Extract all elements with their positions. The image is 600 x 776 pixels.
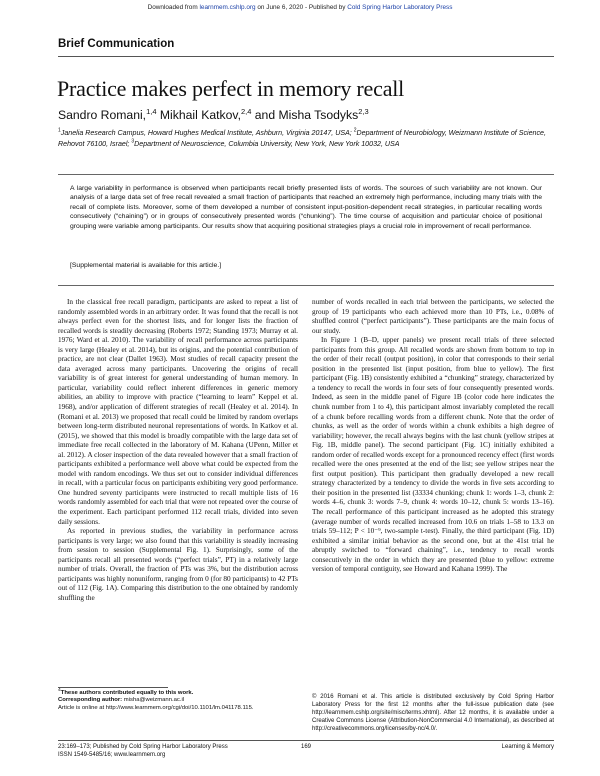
banner-publisher-link[interactable]: Cold Spring Harbor Laboratory Press	[347, 4, 453, 11]
author-affiliation-mark: 1,4	[146, 106, 157, 116]
corresponding-label: Corresponding author:	[58, 697, 123, 704]
author-name: and Misha Tsodyks	[251, 108, 359, 122]
article-title: Practice makes perfect in memory recall	[57, 76, 405, 101]
license-note: © 2016 Romani et al. This article is distributed exclusively by Cold Spring Harbor Laboratory Press for the first 12 months after the full-issue publication date (see http://learnmem.cshlp.org/site/misc/terms.xhtml). After 12 months, it is available under a Creative Commons License (Attribution-NonCommercial 4.0 International), as described at http://creativecommons.org/licenses/by-nc/4.0/.	[312, 694, 554, 732]
equal-contribution-text: These authors contributed equally to this work.	[60, 690, 194, 696]
footnotes	[58, 690, 308, 712]
footer-citation: 23:169–173; Published by Cold Spring Harbor Laboratory Press	[58, 744, 228, 750]
equal-contribution-note	[58, 690, 308, 697]
banner-middle: on June 6, 2020 - Published by	[255, 4, 348, 11]
page-number: 169	[300, 744, 311, 750]
body-paragraph: In Figure 1 (B–D, upper panels) we present recall trials of three selected participants from this group. All recalled words are shown from bottom to top in the order of their recall (output position), in color that corresponds to their serial position in the presented list (input position, from blue to yellow). The first participant (Fig. 1B) consistently exhibited a “chunking” strategy, characterized by a tendency to recall the words in four sets of four consequently presented words. Indeed, as seen in the middle panel of Figure 1B (color code here indicates the chunk number from 1 to 4), this participant almost invariably completed the recall of a chunk before recalling words from a different chunk. Note that the order of chunks, as well as the order of words within a chunk exhibits a high degree of variability; however, the recall always begins with the last chunk (yellow stripes at Fig. 1B, middle panel). The second participant (Fig. 1C) initially exhibited a random order of recalled words except for a pronounced recency effect (first words recalled were the ones presented at the end of the list; see yellow stripes near the first output position). This participant then gradually developed a new recall strategy characterized by a tendency to divide the words in five sets according to their position in the presented list (33334 chunking; chunk 1: words 1–3, chunk 2: words 4–6, chunk 3: words 7–9, chunk 4: words 10–12, chunk 5: words 13–16). The recall performance of this participant increased as he adopted this strategy (average number of words recalled increased from 10.6 on trials 1–58 to 13.3 on trials 59–112; P < 10⁻⁹, two-sample t-test). Finally, the third participant (Fig. 1D) exhibited a similar initial behavior as the second one, but at the 41st trial he abruptly switched to “forward chaining”, i.e., tendency to recall words consecutively in the order in which they are presented (blue to yellow: extreme version of temporal contiguity, see Howard and Kahana 1999). The	[312, 336, 554, 574]
section-divider	[58, 56, 554, 57]
affiliation-text: Department of Neuroscience, Columbia University, New York, New York 10032, USA	[134, 139, 400, 148]
footer-divider	[58, 740, 554, 741]
supplemental-note: [Supplemental material is available for this article.]	[70, 262, 222, 269]
author-affiliation-mark: 2,4	[240, 106, 252, 116]
affiliation-text: Janelia Research Campus, Howard Hughes Medical Institute, Ashburn, Virginia 20147, USA;	[60, 129, 354, 137]
banner-site-link[interactable]: learnmem.cshlp.org	[199, 4, 256, 11]
download-banner	[0, 4, 600, 11]
author-name: Mikhail Katkov,	[156, 108, 241, 122]
abstract-text: A large variability in performance is observed when participants recall briefly presented lists of words. The sources of such variability are not known. Our analysis of a large data set of free recall revealed a small fraction of participants that reached an extremely high performance, including many trials with the recall of complete lists. Moreover, some of them developed a number of consistent input-position-dependent recall strategies, in particular recalling words consecutively (“chaining”) or in groups of consecutively presented words (“chunking”). The time course of acquisition and particular choice of positional grouping were variable among participants. Our results show that acquiring positional strategies plays a crucial role in improvement of recall performance.	[70, 185, 542, 230]
footer-issn: ISSN 1549-5485/16; www.learnmem.org	[58, 751, 166, 758]
author-name: Sandro Romani,	[58, 108, 147, 122]
body-paragraph: As reported in previous studies, the variability in performance across participants is very large; we also found that this variability is steadily increasing from session to session (Supplemental Fig. 1). Surprisingly, some of the participants recall all presented words (“perfect trials”, PT) in a relatively large number of trials. Overall, the fraction of PTs was 3%, but the distribution across participants was highly nonuniform, ranging from 0 (for 80 participants) to 42 PTs out of 112 (Fig. 1A). Comparing this distribution to the one obtained by randomly shuffling the	[58, 527, 298, 602]
body-paragraph: In the classical free recall paradigm, participants are asked to repeat a list of randomly assembled words in an arbitrary order. It was found that the recall is not always perfect even for the shortest lists, and for longer lists the fraction of recalled words is steadily decreasing (Roberts 1972; Standing 1973; Murray et al. 1976; Ward et al. 2010). The variability of recall performance across participants is very large (Healey et al. 2014), but its origins, and the potential contribution of practice, are not clear (Dallet 1963). Most studies of recall capacity present the data averaged across many participants. Uncovering the origins of recall variability is of great interest for general understanding of human memory. In particular, variability could reflect inherent differences in generic memory abilities, an ability to improve with practice (“learning to learn” Keppel et al. 1968), and/or application of different strategies of recall (Healey et al. 2014). In (Romani et al. 2013) we proposed that recall could be limited by random overlaps between long-term distributed neuronal representations of words. In Katkov et al. (2015), we showed that this model is broadly compatible with the large data set of immediate free recall collected in the laboratory of M. Kahana (UPenn, Miller et al. 2012). A closer inspection of the data revealed however that a small fraction of participants exhibited a performance well above what could be expected from the model with random encodings. We thus set out to consider individual differences in recall, with a particular focus on participants exhibiting very good performance. One hundred seventy participants were instructed to recall multiple lists of 16 words randomly assembled for each trial that were not repeated over the course of the experiment. Each participant performed 112 recall trials, divided into seven daily sessions.	[58, 298, 298, 526]
corresponding-email[interactable]: misha@weizmann.ac.il	[122, 697, 185, 704]
affiliation-text: Department of Neurobiology, Weizmann Institute of Science, Rehovot 76100, Israel;	[58, 129, 546, 148]
affiliations	[58, 128, 548, 149]
footnote-divider	[58, 687, 168, 688]
affiliation-mark: 2	[353, 127, 357, 134]
section-label: Brief Communication	[58, 38, 175, 50]
author-affiliation-mark: 2,3	[358, 106, 369, 116]
banner-prefix: Downloaded from	[147, 4, 200, 11]
body-column-left	[58, 298, 298, 686]
affiliation-mark: 1	[58, 127, 61, 134]
journal-name: Learning & Memory	[501, 744, 554, 750]
body-column-right	[312, 298, 554, 718]
footnote-mark: 4	[58, 688, 61, 694]
author-list	[58, 108, 369, 122]
corresponding-author-note	[58, 697, 308, 704]
article-online-note: Article is online at http://www.learnmem.org/cgi/doi/10.1101/lm.041178.115.	[58, 704, 254, 711]
body-paragraph: number of words recalled in each trial between the participants, we selected the group of 19 participants who each achieved more than 10 PTs, i.e., 0.08% of shuffled control (“perfect participants”). These participants are the main focus of our study.	[312, 298, 554, 335]
affiliation-mark: 3	[131, 138, 135, 145]
